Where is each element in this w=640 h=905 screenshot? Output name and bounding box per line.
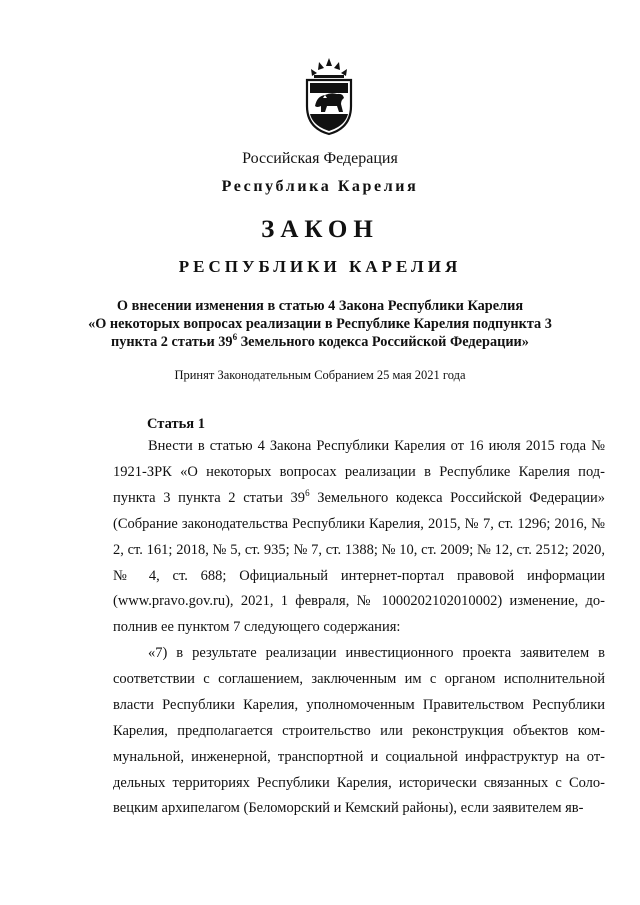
title-line-3-text: пункта 2 статьи 39 — [111, 334, 233, 350]
coat-of-arms-icon — [297, 56, 361, 136]
adoption-note: Принят Законодательным Собранием 25 мая 2021 года — [174, 368, 466, 382]
law-title-line-1: О внесении изменения в статью 4 Закона Республики Карелия — [116, 298, 524, 314]
law-title-line-2: «О некоторых вопросах реализации в Республике Карелия подпункта 3 — [88, 316, 552, 332]
title-superscript: 6 — [232, 332, 238, 343]
paragraph-1-superscript: 6 — [305, 487, 310, 498]
paragraph-1-text-a: Внести в статью 4 Закона Республики Карелия от 16 июля 2015 года № 1921-ЗРК «О некоторых вопросах реализации в Республике Карелия подпункта 3 пункта 2 статьи 39 — [113, 438, 605, 506]
law-title-line-3 — [0, 334, 640, 351]
republic-name: Республика Карелия — [221, 178, 419, 195]
paragraph-1-text-b: Земельного кодекса Российской Федерации» (Собрание законодательства Республики Карелия, 2015, № 7, ст. 1296; 2016, № 2, ст. 161; 2018, № 5, ст. 935; № 7, ст. 1388; № 10, ст. 2009; № 12, ст. 2512; 2020, № 4, ст. 688; Официальный интернет-портал правовой информации (www.pravo.gov.ru), 2021, 1 февраля, № 1000202102010002) изменение, дополнив ее пунктом 7 следующего содержания: — [113, 489, 605, 636]
law-subheading: РЕСПУБЛИКИ КАРЕЛИЯ — [178, 257, 462, 276]
law-heading: ЗАКОН — [261, 216, 379, 243]
article-heading: Статья 1 — [147, 416, 205, 432]
country-name: Российская Федерация — [242, 150, 398, 167]
article-paragraph-1 — [113, 434, 605, 641]
article-paragraph-2: «7) в результате реализации инвестиционного проекта заявителем в соответствии с соглашением, заключенным им с органом исполнительной власти Республики Карелия, уполномоченным Правительством Республики Карелия, предполагается строительство или реконструкция объектов коммунальной, инженерной, транспортной и социальной инфраструктур на отдельных территориях Республики Карелия, исторически связанных с Соловецким архипелагом (Беломорский и Кемский районы), если заявителем яв- — [113, 645, 605, 817]
title-line-3-end: Земельного кодекса Российской Федерации» — [237, 334, 529, 350]
